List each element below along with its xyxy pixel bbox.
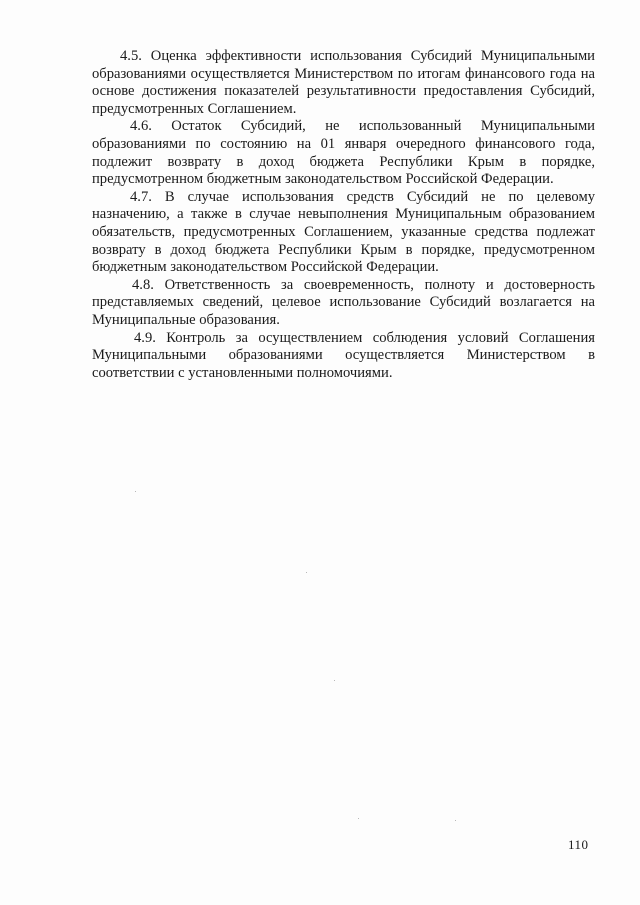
page-number: 110 xyxy=(568,837,589,852)
scan-speck xyxy=(334,680,335,681)
paragraph-4-5: 4.5. Оценка эффективности использования Субсидий Муниципальными образованиями осуществляется Министерством по итогам финансового года на основе достижения показателей результативности предоставления Субсидий, предусмотренных Соглашением. xyxy=(92,48,595,117)
scan-speck xyxy=(455,820,456,821)
paragraph-4-8: 4.8. Ответственность за своевременность, полноту и достоверность представляемых сведений, целевое использование Субсидий возлагается на Муниципальные образования. xyxy=(92,276,595,328)
paragraph-4-9: 4.9. Контроль за осуществлением соблюдения условий Соглашения Муниципальными образованиями осуществляется Министерством в соответствии с установленными полномочиями. xyxy=(92,329,595,381)
paragraph-4-6: 4.6. Остаток Субсидий, не использованный Муниципальными образованиями по состоянию на 01 января очередного финансового года, подлежит возврату в доход бюджета Республики Крым в порядке, предусмотренном бюджетным законодательством Российской Федерации. xyxy=(92,118,595,188)
document-body xyxy=(92,48,595,382)
paragraph-4-7: 4.7. В случае использования средств Субсидий не по целевому назначению, а также в случае невыполнения Муниципальным образованием обязательств, предусмотренных Соглашением, указанные средства подлежат возврату в доход бюджета Республики Крым в порядке, предусмотренном бюджетным законодательством Российской Федерации. xyxy=(92,188,595,276)
scan-speck xyxy=(135,491,136,492)
scan-speck xyxy=(306,572,307,573)
scan-speck xyxy=(358,818,359,819)
